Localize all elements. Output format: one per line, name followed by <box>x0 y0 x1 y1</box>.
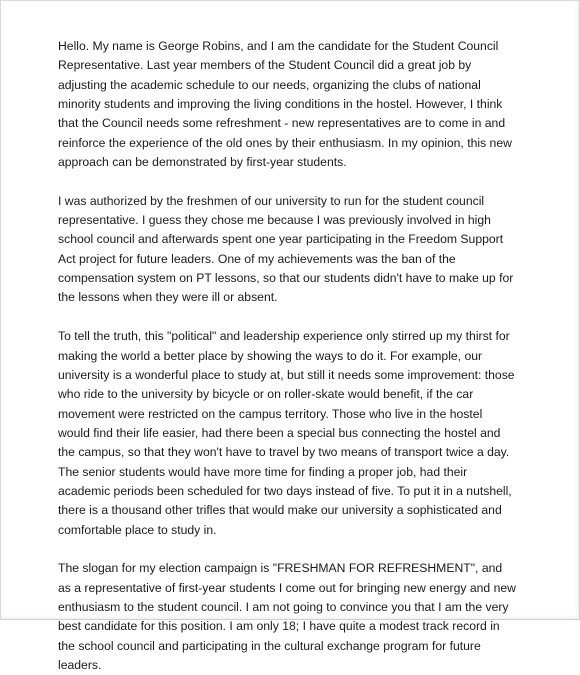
text-line: To tell the truth, this "political" and leadership experience only stirred up my thirst for <box>58 329 510 344</box>
text-line: representative. I guess they chose me because I was previously involved in high <box>58 213 491 228</box>
text-line: reinforce the experience of the old ones by their enthusiasm. In my opinion, this new <box>58 135 512 150</box>
text-line: that the Council needs some refreshment - new representatives are to come in and <box>58 116 506 131</box>
text-line: The slogan for my election campaign is "FRESHMAN FOR REFRESHMENT", and <box>58 561 503 576</box>
text-line: the campus, so that they won't have to travel by two means of transport twice a day. <box>58 445 510 460</box>
text-line: Representative. Last year members of the Student Council did a great job by <box>58 58 472 73</box>
paragraph-slogan <box>58 559 534 675</box>
text-line: the lessons when they were ill or absent. <box>58 290 278 305</box>
text-line: making the world a better place by showing the ways to do it. For example, our <box>58 348 483 363</box>
paragraph-experience <box>58 327 534 540</box>
text-line: academic periods been scheduled for two days instead of five. To put it in a nutshell, <box>58 483 512 498</box>
paragraph-introduction <box>58 37 534 172</box>
text-line: Act project for future leaders. One of my achievements was the ban of the <box>58 251 456 266</box>
text-line: school council and afterwards spent one year participating in the Freedom Support <box>58 232 504 247</box>
text-line: approach can be demonstrated by first-year students. <box>58 155 347 170</box>
text-line: enthusiasm to the student council. I am not going to convince you that I am the very <box>58 599 509 614</box>
text-line: compensation system on PT lessons, so that our students didn't have to make up for <box>58 271 514 286</box>
text-line: comfortable place to study in. <box>58 522 217 537</box>
text-line: best candidate for this position. I am only 18; I have quite a modest track record in <box>58 619 500 634</box>
text-line: The senior students would have more time for finding a proper job, had their <box>58 464 468 479</box>
text-line: I was authorized by the freshmen of our university to run for the student council <box>58 193 485 208</box>
text-line: minority students and improving the living conditions in the hostel. However, I think <box>58 97 503 112</box>
paragraph-authorization <box>58 192 534 308</box>
document-body <box>58 37 534 675</box>
text-line: adjusting the academic schedule to our needs, organizing the clubs of national <box>58 77 481 92</box>
text-line: there is a thousand other trifles that would make our university a sophisticated and <box>58 503 502 518</box>
text-line: the school council and participating in the cultural exchange program for future <box>58 638 481 653</box>
text-line: Hello. My name is George Robins, and I am the candidate for the Student Council <box>58 39 499 53</box>
text-line: movement were restricted on the campus territory. Those who live in the hostel <box>58 406 483 421</box>
text-line: would find their life easier, had there been a special bus connecting the hostel and <box>58 425 501 440</box>
text-line: university is a wonderful place to study at, but still it needs some improvement: those <box>58 367 515 382</box>
text-line: who ride to the university by bicycle or on roller-skate would benefit, if the car <box>58 387 474 402</box>
text-line: as a representative of first-year students I come out for bringing new energy and new <box>58 580 516 595</box>
text-line: leaders. <box>58 658 102 672</box>
